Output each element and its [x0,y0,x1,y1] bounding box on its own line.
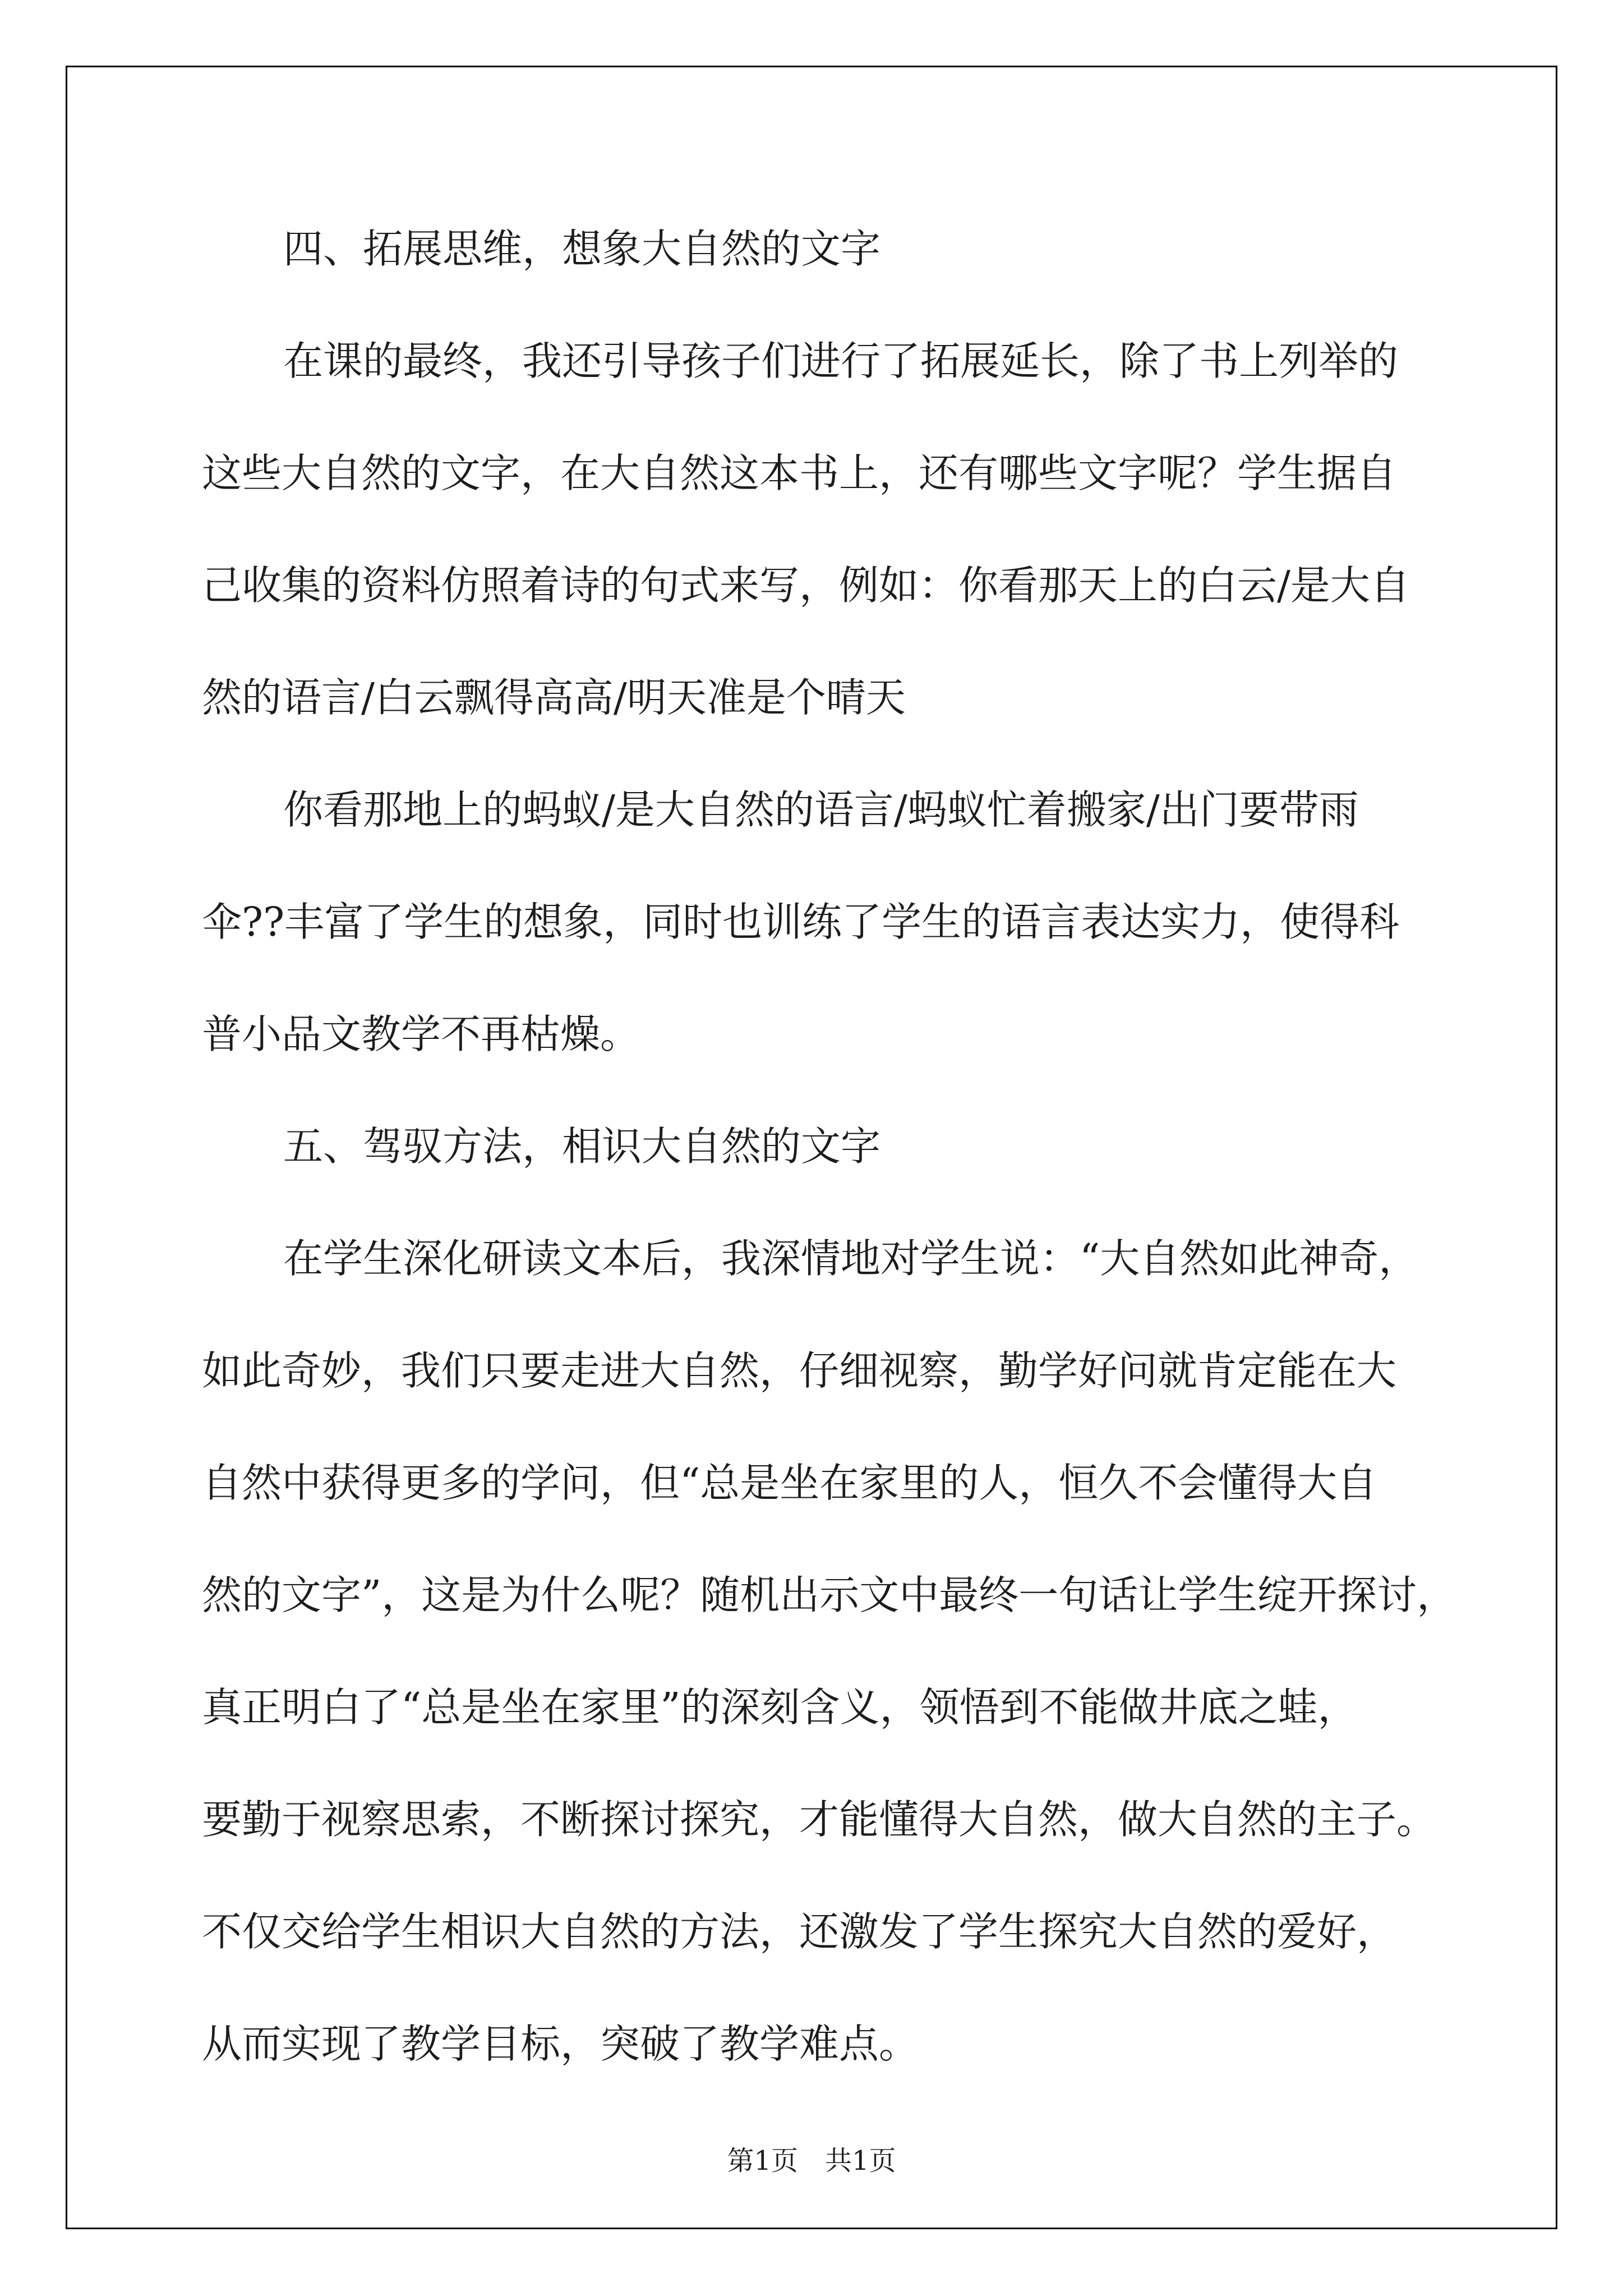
section-heading-5: 五、驾驭方法，相识大自然的文字 [283,1123,881,1170]
paragraph-line: 你看那地上的蚂蚁/是大自然的语言/蚂蚁忙着搬家/出门要带雨 [283,786,1359,833]
paragraph-line: 然的文字”，这是为什么呢？随机出示文中最终一句话让学生绽开探讨， [202,1572,1457,1618]
paragraph-line: 普小品文教学不再枯燥。 [202,1011,640,1057]
paragraph-line: 从而实现了教学目标，突破了教学难点。 [202,2021,919,2067]
page-footer: 第1页 共1页 [727,2145,896,2177]
paragraph-line: 然的语言/白云飘得高高/明天准是个晴天 [202,674,906,721]
paragraph-line: 在学生深化研读文本后，我深情地对学生说：“大自然如此神奇， [283,1235,1419,1282]
paragraph-line: 己收集的资料仿照着诗的句式来写，例如：你看那天上的白云/是大自 [202,562,1410,609]
section-heading-4: 四、拓展思维，想象大自然的文字 [283,226,881,272]
paragraph-line: 不仅交给学生相识大自然的方法，还激发了学生探究大自然的爱好， [202,1908,1397,1955]
paragraph-line: 在课的最终，我还引导孩子们进行了拓展延长，除了书上列举的 [283,338,1399,384]
paragraph-line: 要勤于视察思索，不断探讨探究，才能懂得大自然，做大自然的主子。 [202,1796,1437,1843]
paragraph-line: 如此奇妙，我们只要走进大自然，仔细视察，勤学好问就肯定能在大 [202,1347,1397,1394]
paragraph-line: 真正明白了“总是坐在家里”的深刻含义，领悟到不能做井底之蛙， [202,1684,1358,1731]
paragraph-line: 这些大自然的文字，在大自然这本书上，还有哪些文字呢？学生据自 [202,450,1397,496]
paragraph-line: 自然中获得更多的学问，但“总是坐在家里的人，恒久不会懂得大自 [202,1460,1377,1506]
paragraph-line: 伞??丰富了学生的想象，同时也训练了学生的语言表达实力，使得科 [202,899,1400,945]
